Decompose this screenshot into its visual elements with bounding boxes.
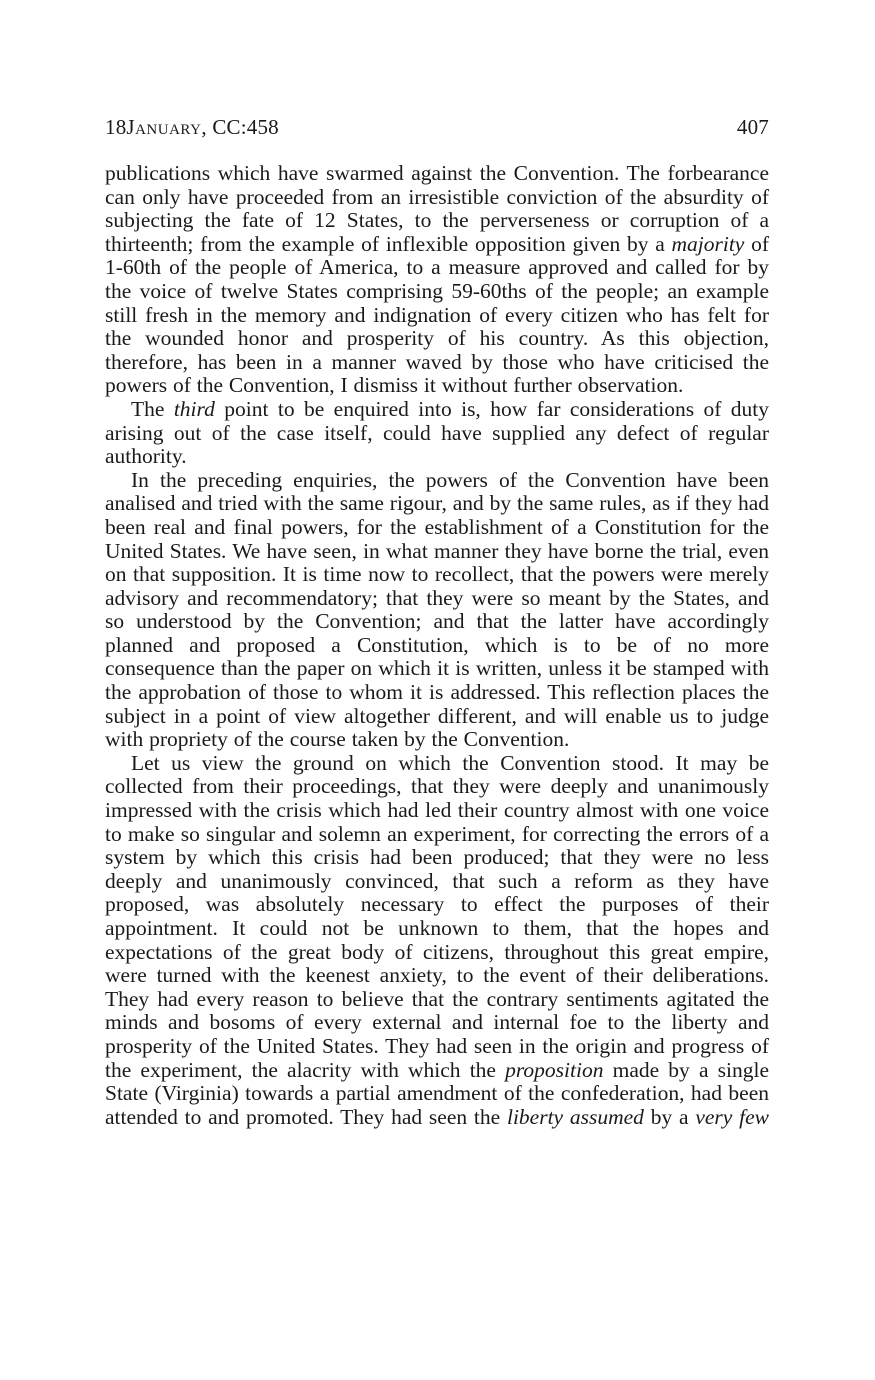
paragraph [105, 752, 769, 1130]
italic-segment: proposition [505, 1057, 604, 1082]
paragraph [105, 162, 769, 398]
text-segment: made by a single State (Virginia) towards a partial amendment of the confederation, had been attended to and promoted. They had seen the [105, 1057, 769, 1129]
italic-segment: third [173, 396, 215, 421]
body-text [105, 162, 769, 1129]
paragraph [105, 469, 769, 752]
italic-segment: very few [695, 1104, 769, 1129]
header-date-month: January [126, 115, 202, 139]
document-page [105, 112, 769, 1129]
text-segment: Let us view the ground on which the Convention stood. It may be collected from their proceedings, that they were deeply and unanimously impressed with the crisis which had led their country almost with one voice to make so singular and solemn an experiment, for correcting the errors of a system by which this crisis had been produced; that they were no less deeply and unanimously convinced, that such a reform as they have proposed, was absolutely necessary to effect the purposes of their appointment. It could not be unknown to them, that the hopes and expectations of the great body of citizens, throughout this great empire, were turned with the keenest anxiety, to the event of their deliberations. They had every reason to believe that the contrary sentiments agitated the minds and bosoms of every external and internal foe to the liberty and prosperity of the United States. They had seen in the origin and progress of the experiment, the alacrity with which the [105, 750, 769, 1082]
italic-segment: liberty assumed [506, 1104, 644, 1129]
text-segment: point to be enquired into is, how far considerations of duty arising out of the case itself, could have supplied any defect of regular authority. [105, 396, 769, 469]
header-date-prefix: 18 [105, 115, 127, 139]
header-document-ref: , CC:458 [201, 115, 279, 139]
text-segment: of 1-60th of the people of America, to a measure approved and called for by the voice of twelve States comprising 59-60ths of the people; an example still fresh in the memory and indignation of every citizen who has felt for the wounded honor and prosperity of his country. As this objection, therefore, has been in a manner waved by those who have criticised the powers of the Convention, I dismiss it without further observation. [105, 231, 769, 398]
text-segment: In the preceding enquiries, the powers of the Convention have been analised and tried with the same rigour, and by the same rules, as if they had been real and final powers, for the establishment of a Constitution for the United States. We have seen, in what manner they have borne the trial, even on that supposition. It is time now to recollect, that the powers were merely advisory and recommendatory; that they were so meant by the States, and so understood by the Convention; and that the latter have accordingly planned and proposed a Constitution, which is to be of no more consequence than the paper on which it is written, unless it be stamped with the approbation of those to whom it is addressed. This reflection places the subject in a point of view altogether different, and will enable us to judge with propriety of the course taken by the Convention. [105, 467, 769, 752]
running-head-left [105, 112, 279, 142]
text-segment: publications which have swarmed against the Convention. The forbearance can only have proceeded from an irresistible conviction of the absurdity of subjecting the fate of 12 States, to the perverseness or corruption of a thirteenth; from the example of inflexible opposition given by a [105, 161, 769, 256]
paragraph [105, 398, 769, 469]
text-segment: The [131, 396, 174, 421]
italic-segment: majority [671, 231, 745, 256]
page-number: 407 [736, 115, 769, 139]
text-segment: by a [643, 1104, 696, 1129]
running-head [105, 112, 769, 142]
